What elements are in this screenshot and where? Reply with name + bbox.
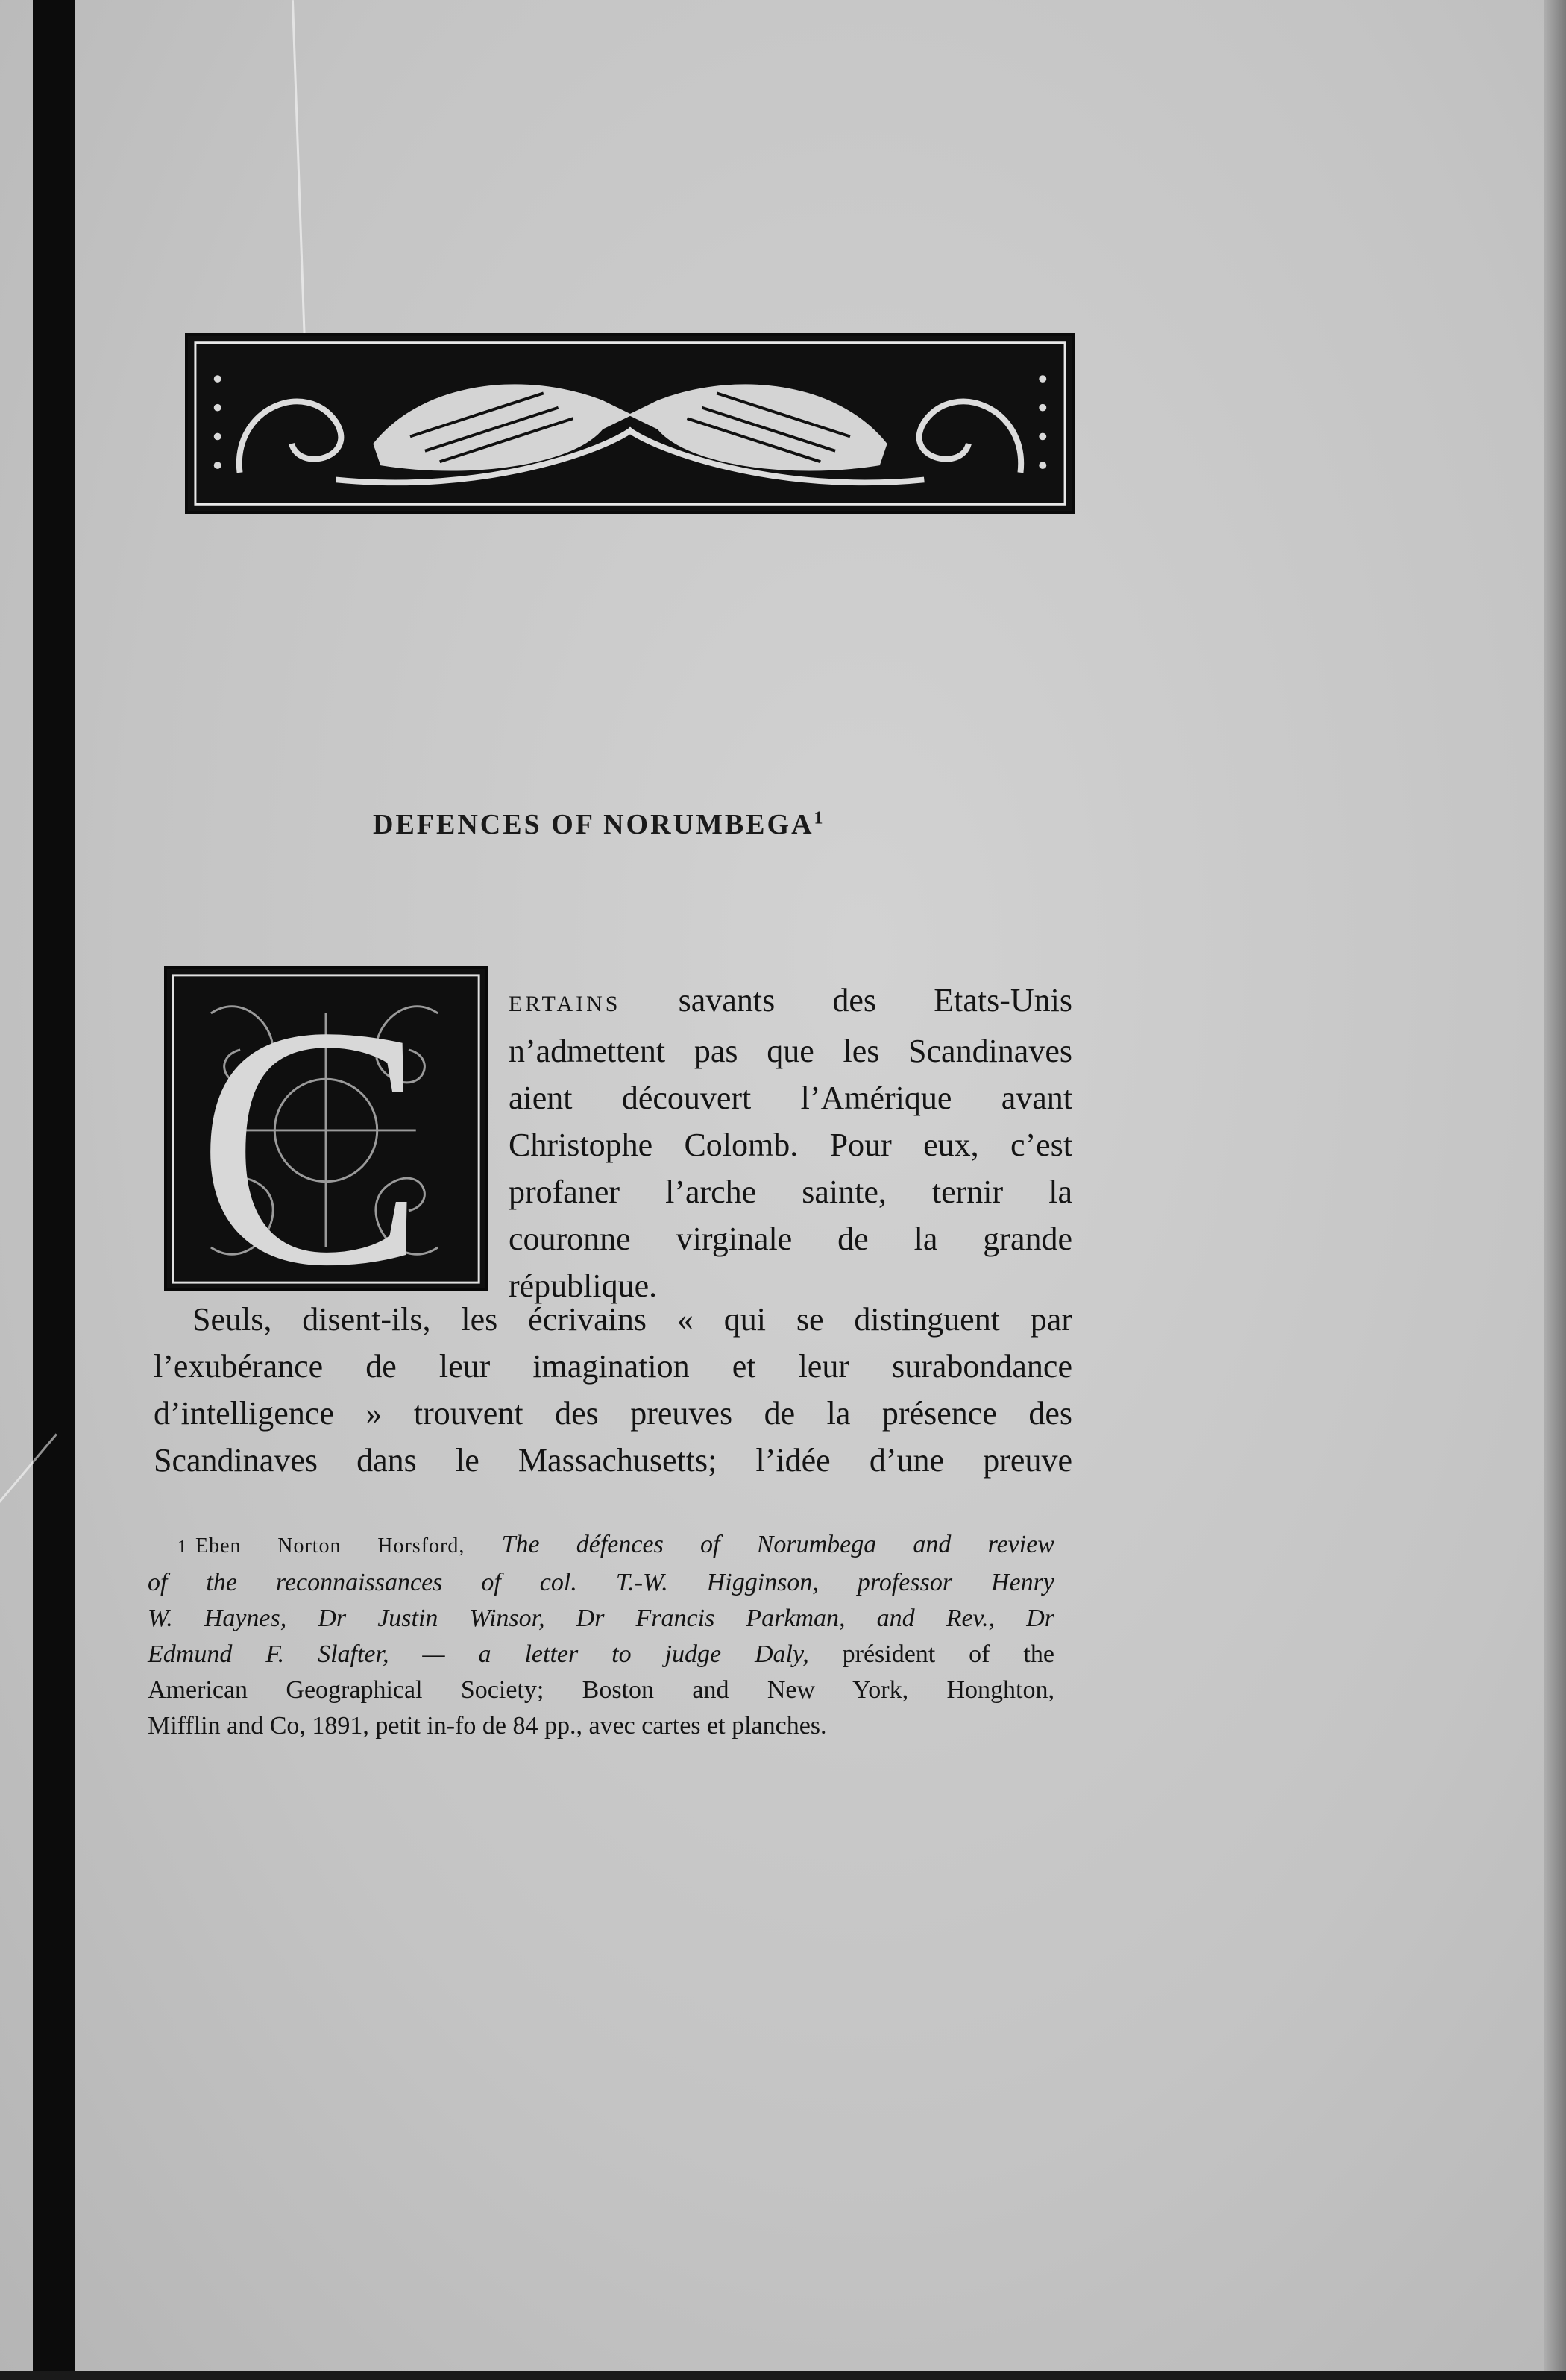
line-text: savants des Etats-Unis [620,982,1072,1019]
footnote-line [148,1601,1054,1637]
paragraph-line: profaner l’arche sainte, ternir la [509,1174,1072,1210]
chapter-title [373,808,940,841]
paragraph-line [509,977,1072,1027]
footnote-text: of the reconnaissances of col. T.-W. Higginson, professor Henry [148,1569,1054,1596]
drop-cap-letter: C [196,969,426,1288]
footnote-text: président of the [808,1640,1054,1668]
page-edge-shadow [1544,0,1566,2380]
footnote-line: American Geographical Society; Boston and New York, Honghton, [148,1676,1054,1704]
footnote-mark: 1 [177,1537,186,1557]
paragraph-line: d’intelligence » trouvent des preuves de la présence des [154,1395,1072,1432]
footnote-line [148,1527,1054,1565]
headpiece-ornament [185,333,1075,514]
paragraph-line: aient découvert l’Amérique avant [509,1080,1072,1116]
second-paragraph [154,1296,1072,1484]
page-bottom-edge [0,2371,1566,2380]
small-caps-lead: ERTAINS [509,992,621,1016]
footnote-line [148,1565,1054,1601]
paragraph-line: république. [509,1268,658,1304]
footnote-text: W. Haynes, Dr Justin Winsor, Dr Francis Parkman, and Rev., Dr [148,1605,1054,1632]
paragraph-line: Scandinaves dans le Massachusetts; l’idée d’une preuve [154,1442,1072,1479]
paragraph-line: Christophe Colomb. Pour eux, c’est [509,1127,1072,1163]
drop-cap-ornament [164,966,488,1291]
footnote-line [148,1637,1054,1672]
paragraph-line: Seuls, disent-ils, les écrivains « qui se distinguent par [192,1301,1072,1338]
paragraph-line: couronne virginale de la grande [509,1221,1072,1257]
footnote-reference: 1 [814,808,826,828]
scan-scratch [292,0,307,388]
footnote-text: Edmund F. Slafter, — a letter to judge Daly, [148,1640,809,1668]
first-paragraph [509,977,1072,1309]
footnote-line: Mifflin and Co, 1891, petit in-fo de 84 pp., avec cartes et planches. [148,1712,827,1740]
chapter-title-text: DEFENCES OF NORUMBEGA [373,809,814,840]
binding-shadow [33,0,75,2380]
paragraph-line: l’exubérance de leur imagination et leur surabondance [154,1348,1072,1385]
footnote [148,1527,1054,1744]
footnote-title: The défences of Norumbega and review [501,1531,1054,1558]
footnote-author: Eben Norton Horsford, [195,1534,465,1558]
paragraph-line: n’admettent pas que les Scandinaves [509,1033,1072,1069]
